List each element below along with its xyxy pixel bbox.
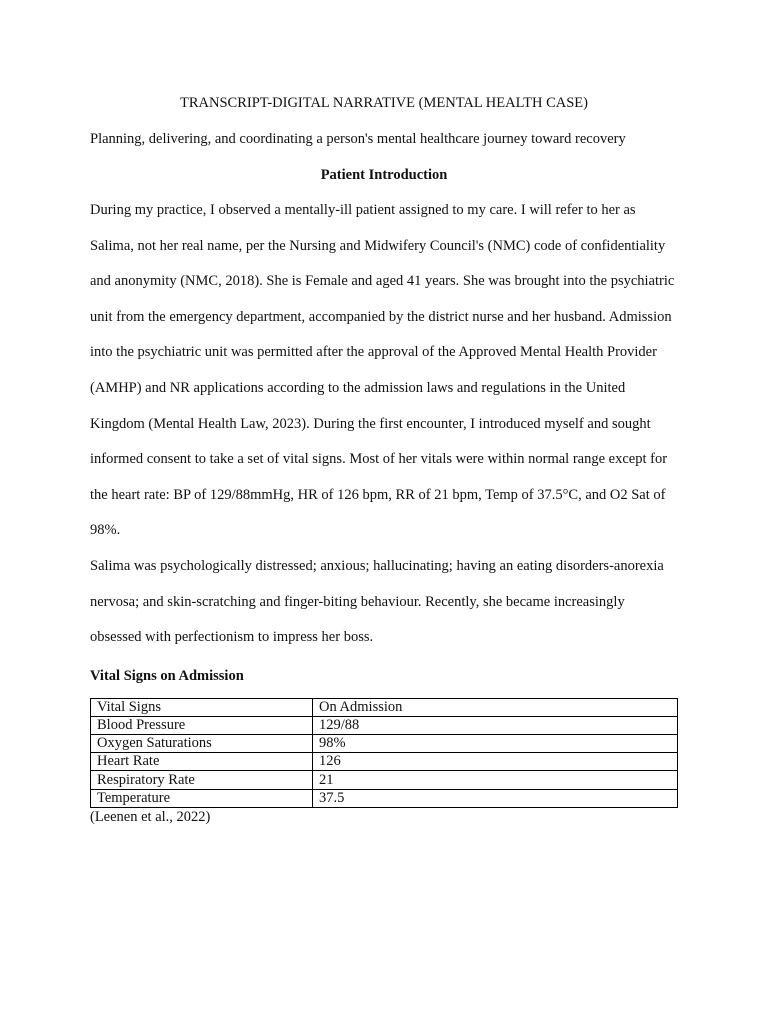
section-heading-patient-introduction: Patient Introduction [320,167,448,183]
table-row [91,716,678,734]
document-title: TRANSCRIPT-DIGITAL NARRATIVE (MENTAL HEALTH CASE) [180,95,588,111]
table-row [91,789,678,807]
table-cell-vital-value: 126 [313,753,678,771]
table-cell-vital-name: Heart Rate [91,753,313,771]
vital-signs-table [90,698,678,808]
table-cell-vital-name: Respiratory Rate [91,771,313,789]
table-heading-vital-signs: Vital Signs on Admission [90,667,244,684]
table-cell-vital-value: 129/88 [313,716,678,734]
document-subtitle: Planning, delivering, and coordinating a person's mental healthcare journey toward recovery [90,131,626,147]
document-page [90,93,678,826]
table-row [91,753,678,771]
table-cell-vital-value: 37.5 [313,789,678,807]
table-header-cell: On Admission [313,698,678,716]
table-header-row [91,698,678,716]
paragraph-patient-background: During my practice, I observed a mentally-ill patient assigned to my care. I will refer to her as Salima, not her real name, per the Nursing and Midwifery Council's (NMC) code of confidentiality and anonymity (NMC, 2018). She is Female and aged 41 years. She was brought into the psychiatric unit from the emergency department, accompanied by the district nurse and her husband. Admission into the psychiatric unit was permitted after the approval of the Approved Mental Health Provider (AMHP) and NR applications according to the admission laws and regulations in the United Kingdom (Mental Health Law, 2023). During the first encounter, I introduced myself and sought informed consent to take a set of vital signs. Most of her vitals were within normal range except for the heart rate: BP of 129/88mmHg, HR of 126 bpm, RR of 21 bpm, Temp of 37.5°C, and O2 Sat of 98%. [90,202,675,539]
table-cell-vital-value: 21 [313,771,678,789]
table-row [91,735,678,753]
table-row [91,771,678,789]
table-cell-vital-value: 98% [313,735,678,753]
paragraph-patient-presentation: Salima was psychologically distressed; anxious; hallucinating; having an eating disorders-anorexia nervosa; and skin-scratching and finger-biting behaviour. Recently, she became increasingly obsessed with perfectionism to impress her boss. [90,557,664,646]
table-cell-vital-name: Temperature [91,789,313,807]
table-citation: (Leenen et al., 2022) [90,808,211,825]
table-cell-vital-name: Oxygen Saturations [91,735,313,753]
table-cell-vital-name: Blood Pressure [91,716,313,734]
table-header-cell: Vital Signs [91,698,313,716]
